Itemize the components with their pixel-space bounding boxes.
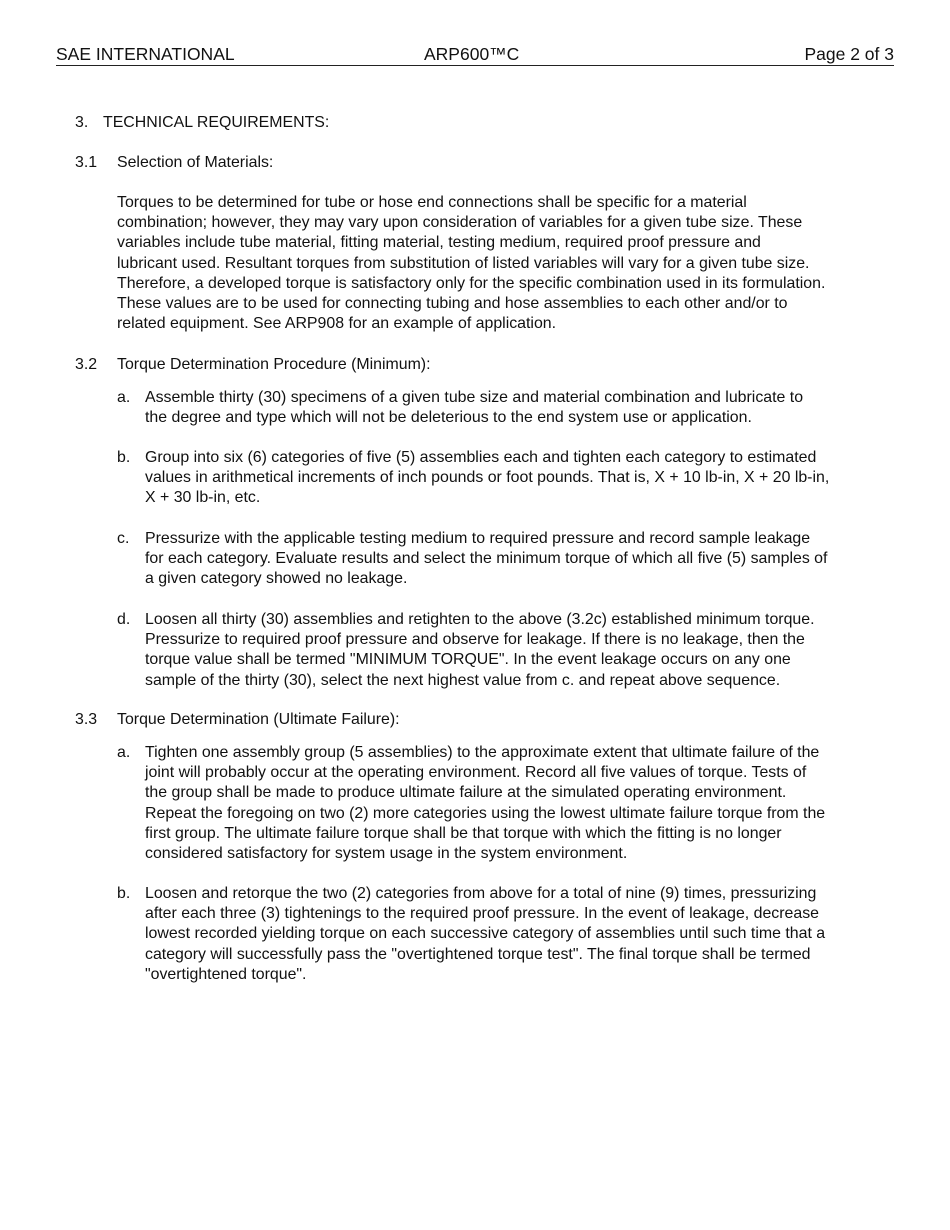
list-item-text: Group into six (6) categories of five (5) assemblies each and tighten each category to estimated values in arithmetical increments of inch pounds or foot pounds. That is, X + 10 lb-in, X + 20 lb-in, X + 30 lb-in, etc. (145, 449, 830, 507)
list-item-marker: d. (117, 611, 131, 628)
list-item-text: Tighten one assembly group (5 assemblies) to the approximate extent that ultimate failure of the joint will probably occur at the operating environment. Record all five values of torque. Tests of the group shall be made to produce ultimate failure at the simulated operating environment. Repeat the foregoing on two (2) more categories using the lowest ultimate failure torque from the first group. The ultimate failure torque shall be that torque with which the fitting is no longer considered satisfactory for system usage in the system environment. (145, 744, 826, 863)
section-3-1-body: Torques to be determined for tube or hose end connections shall be specific for a material combination; however, they may vary upon consideration of variables for a given tube size. These variables include tube material, fitting material, testing medium, required proof pressure and lubricant used. Resultant torques from substitution of listed variables will vary for a given tube size. Therefore, a developed torque is satisfactory only for the specific combination used in its formulation. These values are to be used for connecting tubing and hose assemblies to each other and/or to related equipment. See ARP908 for an example of application. (117, 194, 826, 333)
section-3-1-number: 3.1 (75, 154, 98, 171)
list-item-marker: b. (117, 449, 131, 466)
list-item-text: Loosen all thirty (30) assemblies and retighten to the above (3.2c) established minimum torque. Pressurize to required proof pressure and observe for leakage. If there is no leakage, then the torque value shall be termed "MINIMUM TORQUE". In the event leakage occurs on any one sample of the thirty (30), select the next highest value from c. and repeat above sequence. (145, 611, 815, 689)
header-document-number: ARP600™C (424, 44, 520, 64)
header-page-number: Page 2 of 3 (804, 44, 894, 64)
section-3-3-title: Torque Determination (Ultimate Failure): (117, 711, 400, 728)
list-item-marker: c. (117, 530, 130, 547)
page-header (56, 44, 894, 66)
section-3-number: 3. (75, 114, 89, 131)
list-item-marker: a. (117, 744, 131, 761)
section-3-1-title: Selection of Materials: (117, 154, 274, 171)
list-item-marker: b. (117, 885, 131, 902)
section-3-title: TECHNICAL REQUIREMENTS: (103, 114, 330, 131)
list-item-marker: a. (117, 389, 131, 406)
list-item-text: Assemble thirty (30) specimens of a given tube size and material combination and lubricate to the degree and type which will not be deleterious to the end system use or application. (145, 389, 804, 427)
list-item-text: Loosen and retorque the two (2) categories from above for a total of nine (9) times, pressurizing after each three (3) tightenings to the required proof pressure. In the event of leakage, decrease lowest recorded yielding torque on each successive category of assemblies until such time that a category will successfully pass the "overtightened torque test". The final torque shall be termed "overtightened torque". (145, 885, 826, 983)
section-3-2-title: Torque Determination Procedure (Minimum): (117, 356, 431, 373)
section-3-2-number: 3.2 (75, 356, 98, 373)
list-item-text: Pressurize with the applicable testing medium to required pressure and record sample leakage for each category. Evaluate results and select the minimum torque of which all five (5) samples of a given category showed no leakage. (145, 530, 828, 588)
section-3-3-number: 3.3 (75, 711, 98, 728)
header-organization: SAE INTERNATIONAL (56, 44, 235, 64)
